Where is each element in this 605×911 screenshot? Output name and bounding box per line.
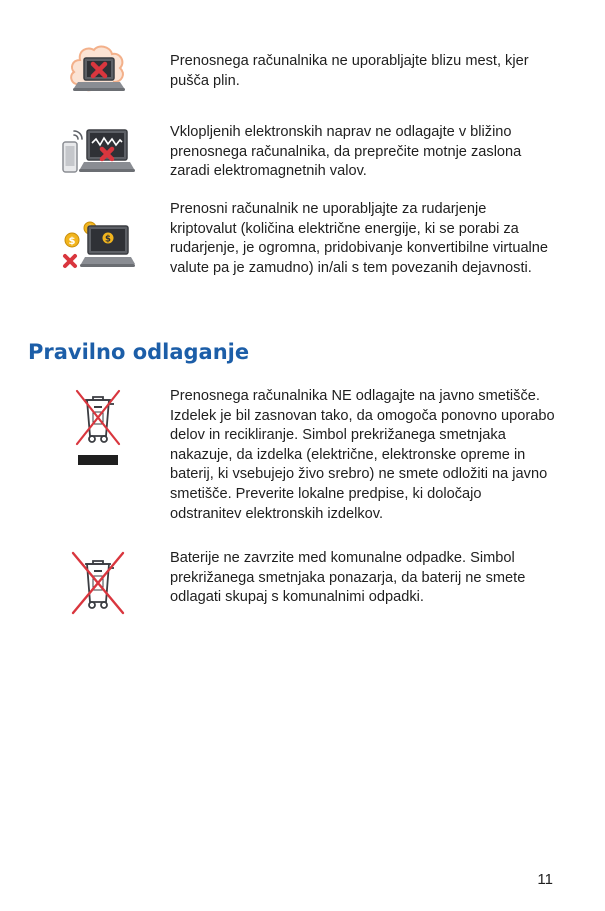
section-heading-disposal: Pravilno odlaganje [28,340,250,364]
disposal-text-device: Prenosnega računalnika NE odlagajte na javno smetišče. Izdelek je bil zasnovan tako, da omogoča ponovno uporabo delov in recikliranje. Simbol prekrižanega smetnjaka nakazuje, da izdelka (električne, elektronske opreme in baterij, ki vsebujejo živo srebro) ne smete odložiti na javno smetišče. Preverite lokalne predpise, ki določajo odstranitev elektronskih izdelkov. [170,388,555,522]
page-number: 11 [537,871,553,888]
safety-text-crypto: Prenosni računalnik ne uporabljajte za rudarjenje kriptovalut (količina električne energije, ki se porabi za rudarjenje, je ogromna, pridobivanje konvertibilne virtualne valute pa je zamudno) in/ali s tem povezanih dejavnosti. [170,201,549,276]
crossed-out-wheelie-bin-icon [70,550,126,616]
laptop-gas-warning-icon [68,42,130,102]
safety-text-gas: Prenosnega računalnika ne uporabljajte blizu mest, kjer pušča plin. [170,53,529,89]
laptop-crypto-mining-prohibited-icon [60,220,135,276]
safety-text-electromagnetic: Vklopljenih elektronskih naprav ne odlagajte v bližino prenosnega računalnika, da preprečite motnje zaslona zaradi elektromagnetnih valov. [170,124,522,180]
crossed-out-wheelie-bin-bar-icon [74,388,122,466]
disposal-text-battery: Baterije ne zavrzite med komunalne odpadke. Simbol prekrižanega smetnjaka ponazarja, da baterij ne smete odlagati skupaj s komunalnimi odpadki. [170,550,526,606]
laptop-electromagnetic-interference-icon [60,126,135,178]
svg-text:$: $ [68,236,76,247]
svg-text:$: $ [105,234,111,245]
